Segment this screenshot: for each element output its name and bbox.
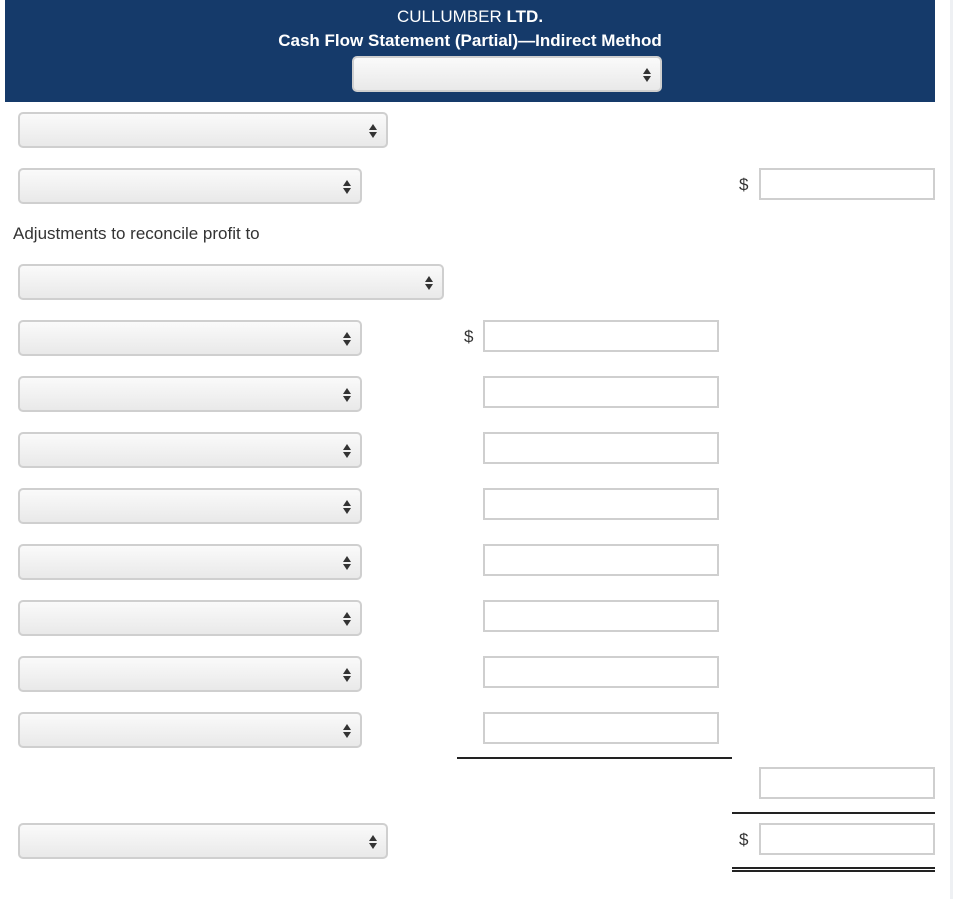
net-cash-select[interactable] xyxy=(18,823,388,859)
profit-currency-symbol: $ xyxy=(739,175,749,194)
adjustment-item-select[interactable] xyxy=(18,376,362,412)
adjustment-item-select[interactable] xyxy=(18,656,362,692)
select-arrows-icon xyxy=(343,500,351,514)
select-arrows-icon xyxy=(343,444,351,458)
company-suffix: LTD. xyxy=(506,7,544,26)
adjustment-item-select[interactable] xyxy=(18,488,362,524)
adjustment-currency-symbol: $ xyxy=(464,327,474,346)
company-name xyxy=(5,7,935,27)
select-arrows-icon xyxy=(343,180,351,194)
adjustments-total-input[interactable] xyxy=(759,767,935,799)
select-arrows-icon xyxy=(343,388,351,402)
period-select[interactable] xyxy=(352,56,662,92)
select-arrows-icon xyxy=(343,724,351,738)
section-select[interactable] xyxy=(18,112,388,148)
select-arrows-icon xyxy=(343,332,351,346)
adjustment-item-select[interactable] xyxy=(18,320,362,356)
adjustment-amount-input[interactable] xyxy=(483,488,719,520)
total-rule xyxy=(732,812,935,814)
statement-header xyxy=(5,0,935,102)
profit-select[interactable] xyxy=(18,168,362,204)
adjustments-label: Adjustments to reconcile profit to xyxy=(13,224,260,243)
net-cash-currency-symbol: $ xyxy=(739,830,749,849)
select-arrows-icon xyxy=(343,556,351,570)
select-arrows-icon xyxy=(369,835,377,849)
company-name-text: CULLUMBER xyxy=(396,7,502,26)
adjustment-item-select[interactable] xyxy=(18,432,362,468)
select-arrows-icon xyxy=(343,668,351,682)
select-arrows-icon xyxy=(425,276,433,290)
select-arrows-icon xyxy=(369,124,377,138)
adjustment-amount-input[interactable] xyxy=(483,600,719,632)
adjustment-amount-input[interactable] xyxy=(483,544,719,576)
adjustment-amount-input[interactable] xyxy=(483,320,719,352)
adjustment-amount-input[interactable] xyxy=(483,656,719,688)
select-arrows-icon xyxy=(343,612,351,626)
adjustment-amount-input[interactable] xyxy=(483,432,719,464)
double-rule-top xyxy=(732,867,935,869)
adjustment-item-select[interactable] xyxy=(18,600,362,636)
adjustment-item-select[interactable] xyxy=(18,544,362,580)
statement-title: Cash Flow Statement (Partial)—Indirect Method xyxy=(278,31,662,50)
profit-amount-input[interactable] xyxy=(759,168,935,200)
adjustment-amount-input[interactable] xyxy=(483,376,719,408)
adjustments-select[interactable] xyxy=(18,264,444,300)
select-arrows-icon xyxy=(643,68,651,82)
double-rule-bottom xyxy=(732,870,935,872)
adjustment-item-select[interactable] xyxy=(18,712,362,748)
net-cash-amount-input[interactable] xyxy=(759,823,935,855)
adjustment-amount-input[interactable] xyxy=(483,712,719,744)
subtotal-rule xyxy=(457,757,732,759)
